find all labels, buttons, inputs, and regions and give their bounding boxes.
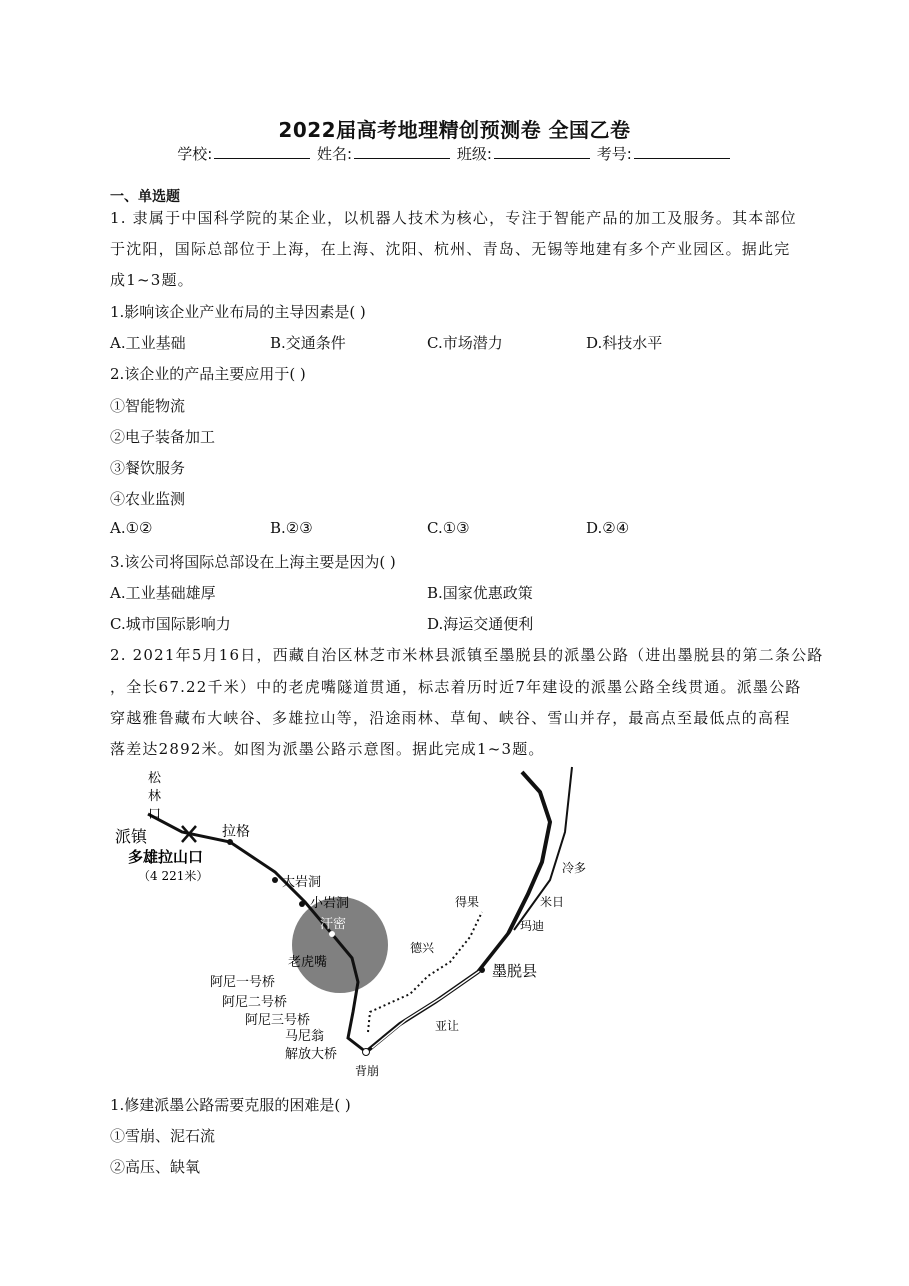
label-songlin: 松 — [148, 771, 162, 786]
section-heading: 一、单选题 — [110, 189, 180, 205]
option-d[interactable]: D.科技水平 — [586, 334, 663, 352]
option-a[interactable]: A.工业基础雄厚 — [110, 584, 216, 602]
exam-number-field[interactable] — [634, 144, 730, 159]
option-b[interactable]: B.国家优惠政策 — [427, 584, 533, 602]
label-hanmi: 汗密 — [320, 917, 347, 932]
q1-1-stem: 1.影响该企业产业布局的主导因素是( ) — [110, 303, 366, 321]
option-c[interactable]: C.市场潜力 — [427, 334, 503, 352]
label-laige: 拉格 — [222, 824, 250, 840]
label-miri: 米日 — [540, 895, 565, 909]
student-info-line — [0, 143, 909, 164]
exam-number-label: 考号: — [596, 145, 632, 163]
label-paizhen: 派镇 — [115, 827, 148, 846]
label-jiefang-bridge: 解放大桥 — [285, 1047, 338, 1062]
q1-2-stem: 2.该企业的产品主要应用于( ) — [110, 365, 306, 383]
label-medog: 墨脱县 — [492, 962, 538, 980]
q2-intro-line: 2. 2021年5月16日，西藏自治区林芝市米林县派镇至墨脱县的派墨公路（进出墨脱县的第二条公路 — [110, 646, 824, 664]
option-d[interactable]: D.海运交通便利 — [427, 615, 534, 633]
road-map-figure — [110, 762, 594, 1082]
label-dayandong: 大岩洞 — [282, 875, 322, 890]
option-c[interactable]: C.①③ — [427, 519, 470, 537]
medog-point — [479, 967, 485, 973]
statement-item: ①雪崩、泥石流 — [110, 1127, 216, 1145]
statement-item: ③餐饮服务 — [110, 459, 186, 477]
label-deguo: 得果 — [455, 895, 480, 909]
label-yarang: 亚让 — [435, 1019, 460, 1033]
label-lengduo: 冷多 — [562, 861, 587, 875]
q2-intro-line: 穿越雅鲁藏布大峡谷、多雄拉山等，沿途雨林、草甸、峡谷、雪山并存，最高点至最低点的高程 — [110, 709, 791, 727]
label-songlin-3: 口 — [148, 807, 162, 822]
q1-intro-line: 于沈阳，国际总部位于上海，在上海、沈阳、杭州、青岛、无锡等地建有多个产业园区。据此完 — [110, 240, 791, 258]
q1-3-stem: 3.该公司将国际总部设在上海主要是因为( ) — [110, 553, 396, 571]
label-ani-bridge-2: 阿尼二号桥 — [222, 995, 288, 1010]
option-b[interactable]: B.②③ — [270, 519, 313, 537]
q2-1-stem: 1.修建派墨公路需要克服的困难是( ) — [110, 1096, 351, 1114]
label-xiaoyandong: 小岩洞 — [310, 896, 350, 911]
statement-item: ①智能物流 — [110, 397, 186, 415]
class-label: 班级: — [456, 145, 492, 163]
school-label: 学校: — [177, 145, 213, 163]
label-madi: 玛迪 — [520, 919, 545, 933]
q2-intro-line: ，全长67.22千米）中的老虎嘴隧道贯通，标志着历时近7年建设的派墨公路全线贯通。派墨公路 — [110, 678, 802, 696]
q1-intro-line: 1. 隶属于中国科学院的某企业，以机器人技术为核心，专注于智能产品的加工及服务。其本部位 — [110, 209, 797, 227]
statement-item: ④农业监测 — [110, 490, 186, 508]
q2-intro-line: 落差达2892米。如图为派墨公路示意图。据此完成1~3题。 — [110, 740, 545, 758]
option-b[interactable]: B.交通条件 — [270, 334, 346, 352]
class-field[interactable] — [494, 144, 590, 159]
label-beibeng: 背崩 — [355, 1064, 380, 1078]
dayandong-point — [272, 877, 278, 883]
option-a[interactable]: A.①② — [110, 519, 153, 537]
xiaoyandong-point — [299, 901, 305, 907]
label-songlin-2: 林 — [148, 789, 162, 804]
q1-intro-line: 成1~3题。 — [110, 271, 194, 289]
label-elevation: （4 221米） — [138, 869, 209, 883]
school-field[interactable] — [214, 144, 310, 159]
label-laohuzui: 老虎嘴 — [288, 955, 328, 970]
label-duoxiong-pass: 多雄拉山口 — [128, 848, 204, 866]
label-maniweng: 马尼翁 — [285, 1029, 325, 1044]
statement-item: ②高压、缺氧 — [110, 1158, 201, 1176]
option-d[interactable]: D.②④ — [586, 519, 630, 537]
option-c[interactable]: C.城市国际影响力 — [110, 615, 231, 633]
statement-item: ②电子装备加工 — [110, 428, 216, 446]
name-field[interactable] — [354, 144, 450, 159]
option-a[interactable]: A.工业基础 — [110, 334, 186, 352]
name-label: 姓名: — [317, 145, 353, 163]
label-ani-bridge-1: 阿尼一号桥 — [210, 975, 276, 990]
page-title: 2022届高考地理精创预测卷 全国乙卷 — [278, 118, 631, 142]
label-dexing: 德兴 — [410, 941, 435, 955]
beibeng-point — [363, 1049, 370, 1056]
label-ani-bridge-3: 阿尼三号桥 — [245, 1013, 311, 1028]
